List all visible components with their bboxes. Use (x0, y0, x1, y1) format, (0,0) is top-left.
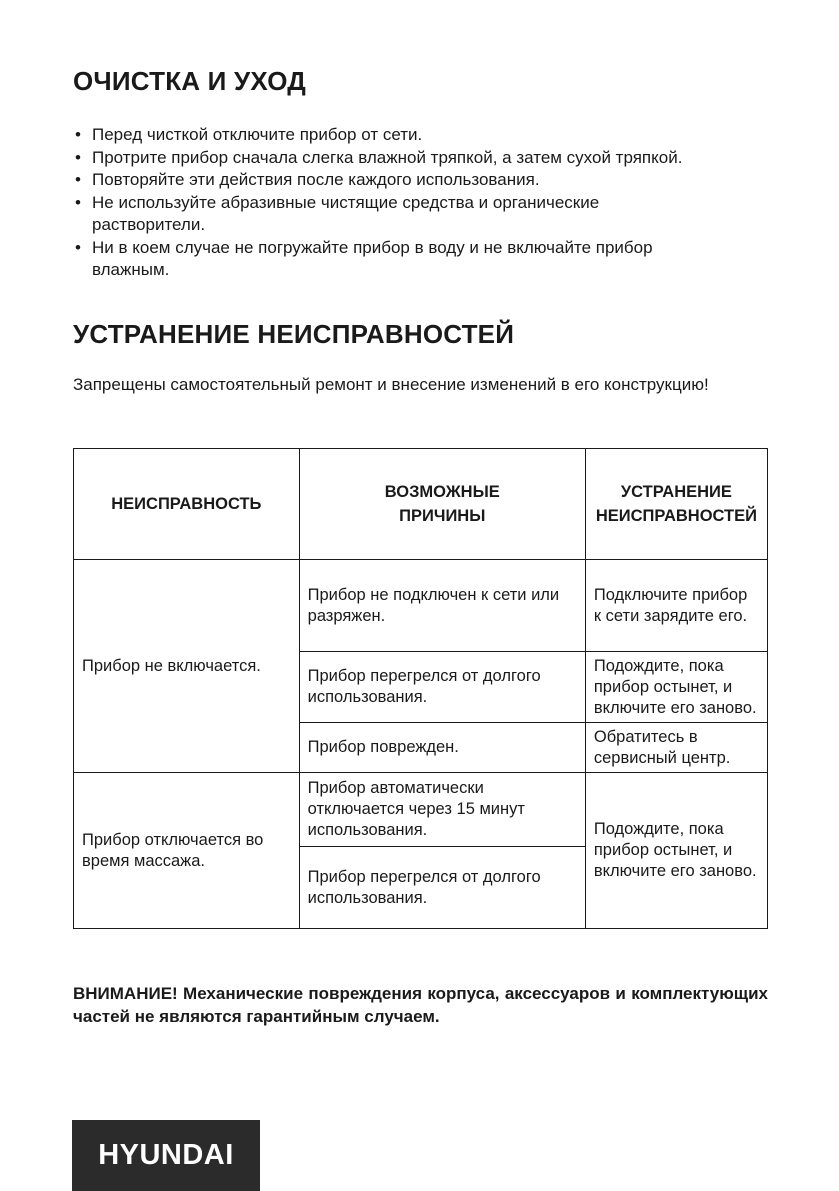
list-item: • Протрите прибор сначала слегка влажной тряпкой, а затем сухой тряпкой. (75, 147, 683, 167)
cause-cell: Прибор не подключен к сети или разряжен. (299, 560, 585, 652)
hyundai-logo (72, 1120, 260, 1191)
warning-text: ВНИМАНИЕ! Механические повреждения корпуса, аксессуаров и комплектующих частей не являются гарантийным случаем. (73, 984, 768, 1026)
troubleshooting-table (73, 448, 768, 929)
header-cause: ВОЗМОЖНЫЕ ПРИЧИНЫ (299, 449, 585, 560)
solution-cell: Обратитесь в сервисный центр. (585, 723, 767, 773)
header-problem: НЕИСПРАВНОСТЬ (74, 449, 300, 560)
solution-cell: Подключите прибор к сети зарядите его. (585, 560, 767, 652)
problem-cell: Прибор не включается. (74, 560, 300, 773)
list-item: • Повторяйте эти действия после каждого использования. (75, 170, 540, 189)
cause-cell: Прибор автоматически отключается через 15 минут использования. (299, 773, 585, 847)
cause-cell: Прибор перегрелся от долгого использования. (299, 652, 585, 723)
table-row (74, 773, 768, 847)
list-item: • Не используйте абразивные чистящие средства и органические растворители. (75, 192, 600, 234)
header-solution: УСТРАНЕНИЕ НЕИСПРАВНОСТЕЙ (585, 449, 767, 560)
table-header-row (74, 449, 768, 560)
solution-cell: Подождите, пока прибор остынет, и включите его заново. (585, 652, 767, 723)
troubleshooting-intro: Запрещены самостоятельный ремонт и внесение изменений в его конструкцию! (73, 375, 709, 394)
cleaning-list (73, 124, 773, 282)
list-item: • Перед чисткой отключите прибор от сети. (75, 125, 423, 144)
problem-cell: Прибор отключается во время массажа. (74, 773, 300, 929)
cause-cell: Прибор перегрелся от долгого использования. (299, 847, 585, 929)
logo-text: HYUNDAI (98, 1139, 234, 1171)
solution-cell: Подождите, пока прибор остынет, и включите его заново. (585, 773, 767, 929)
cause-cell: Прибор поврежден. (299, 723, 585, 773)
troubleshooting-title: УСТРАНЕНИЕ НЕИСПРАВНОСТЕЙ (73, 319, 515, 349)
cleaning-title: ОЧИСТКА И УХОД (73, 66, 307, 96)
list-item: • Ни в коем случае не погружайте прибор в воду и не включайте прибор влажным. (75, 237, 653, 279)
table-row (74, 560, 768, 652)
